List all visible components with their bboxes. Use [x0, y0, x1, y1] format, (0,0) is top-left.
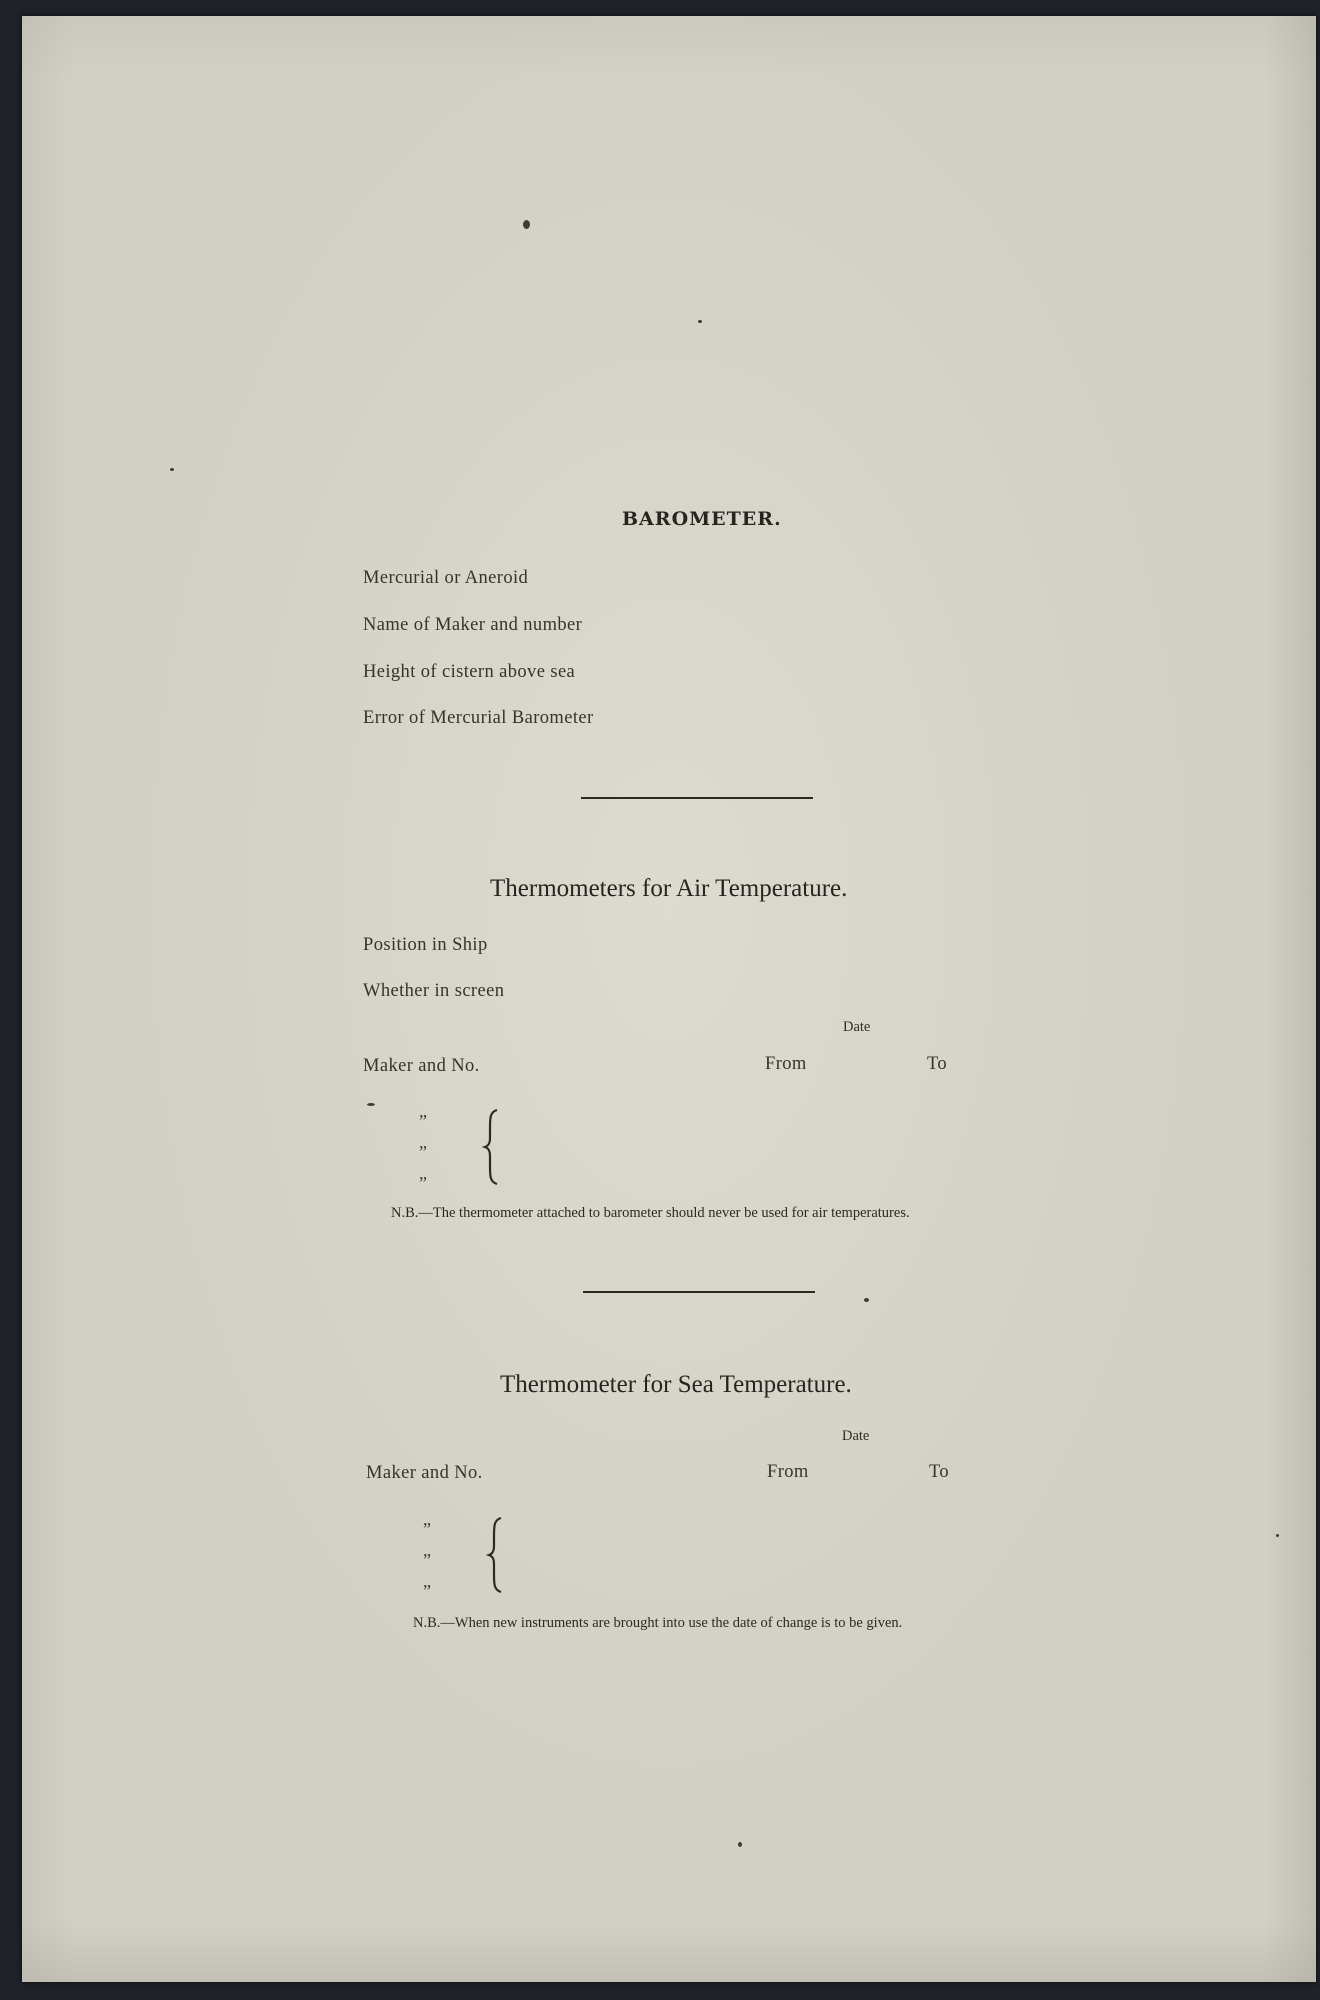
section-divider — [581, 797, 813, 799]
paper-speck — [698, 320, 702, 323]
barometer-title: BAROMETER. — [622, 508, 782, 530]
sea-ditto-mark: ” — [423, 1519, 431, 1539]
air-date-label: Date — [843, 1019, 871, 1035]
paper-speck — [864, 1298, 869, 1302]
sea-note: N.B.—When new instruments are brought into use the date of change is to be given. — [413, 1615, 903, 1631]
air-brace — [482, 1108, 502, 1186]
whether-in-screen-label: Whether in screen — [363, 981, 505, 1001]
sea-ditto-mark: ” — [423, 1581, 431, 1601]
air-maker-label: Maker and No. — [363, 1056, 480, 1076]
paper-speck — [367, 1103, 375, 1106]
paper-speck — [1276, 1534, 1279, 1537]
section-divider — [583, 1291, 815, 1293]
barometer-field-height: Height of cistern above sea — [363, 662, 576, 682]
sea-date-label: Date — [842, 1428, 870, 1444]
air-to-label: To — [927, 1054, 948, 1074]
position-in-ship-label: Position in Ship — [363, 935, 488, 955]
barometer-field-maker: Name of Maker and number — [363, 615, 583, 635]
barometer-field-error: Error of Mercurial Barometer — [363, 708, 594, 728]
paper-speck — [738, 1842, 742, 1847]
paper-speck — [523, 220, 530, 229]
sea-brace — [486, 1516, 506, 1594]
air-ditto-mark: ” — [419, 1142, 427, 1162]
form-page — [22, 16, 1316, 1982]
sea-ditto-mark: ” — [423, 1550, 431, 1570]
sea-maker-label: Maker and No. — [366, 1463, 483, 1483]
air-ditto-mark: ” — [419, 1173, 427, 1193]
paper-speck — [170, 468, 174, 471]
air-from-label: From — [765, 1054, 807, 1074]
air-thermometers-title: Thermometers for Air Temperature. — [490, 875, 848, 902]
sea-to-label: To — [929, 1462, 950, 1482]
sea-thermometer-title: Thermometer for Sea Temperature. — [500, 1371, 852, 1398]
air-note: N.B.—The thermometer attached to barometer should never be used for air temperatures. — [391, 1205, 910, 1221]
barometer-field-type: Mercurial or Aneroid — [363, 568, 529, 588]
sea-from-label: From — [767, 1462, 809, 1482]
air-ditto-mark: ” — [419, 1111, 427, 1131]
